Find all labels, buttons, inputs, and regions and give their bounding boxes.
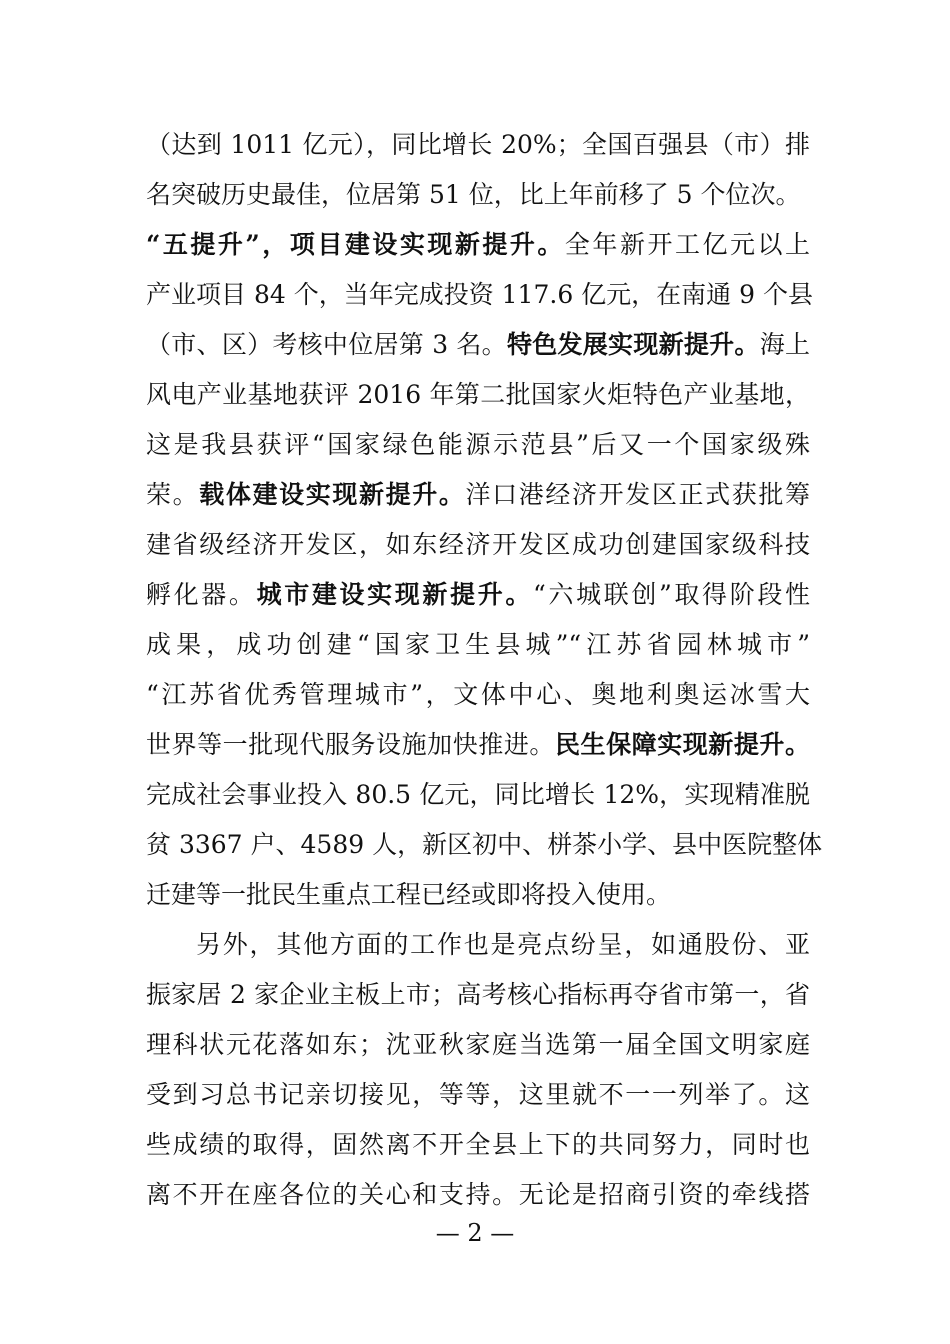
bold-heading: 载体建设实现新提升。: [199, 480, 466, 509]
text-line-16: [146, 870, 810, 920]
text-line-5: [146, 320, 810, 370]
text-span: 这是我县获评“国家绿色能源示范县”后又一个国家级殊: [146, 430, 810, 459]
text-span: （达到 1011 亿元），同比增长 20%；全国百强县（市）排: [146, 130, 810, 159]
text-line-7: [146, 420, 810, 470]
text-line-18: [146, 970, 810, 1020]
text-line-14: [146, 770, 810, 820]
page-number: — 2 —: [435, 1219, 515, 1247]
text-span: 孵化器。: [146, 580, 257, 609]
text-span: 理科状元花落如东；沈亚秋家庭当选第一届全国文明家庭: [146, 1030, 810, 1059]
text-line-19: [146, 1020, 810, 1070]
text-span: 迁建等一批民生重点工程已经或即将投入使用。: [146, 880, 672, 909]
text-span: 振家居 2 家企业主板上市；高考核心指标再夺省市第一，省: [146, 980, 810, 1009]
text-span: 完成社会事业投入 80.5 亿元，同比增长 12%，实现精准脱: [146, 780, 810, 809]
text-span: 些成绩的取得，固然离不开全县上下的共同努力，同时也: [146, 1130, 810, 1159]
text-span: （市、区）考核中位居第 3 名。: [146, 330, 507, 359]
bold-heading: 特色发展实现新提升。: [506, 330, 760, 359]
text-span: 产业项目 84 个，当年完成投资 117.6 亿元，在南通 9 个县: [146, 280, 813, 309]
text-line-15: [146, 820, 823, 870]
text-span: 全年新开工亿元以上: [564, 230, 810, 259]
text-line-9: [146, 520, 810, 570]
text-line-21: [146, 1120, 810, 1170]
text-line-13: [146, 720, 810, 770]
text-span: 海上: [759, 330, 810, 359]
text-span: 受到习总书记亲切接见，等等，这里就不一一列举了。这: [146, 1080, 810, 1109]
text-line-1: [146, 120, 810, 170]
text-span: 建省级经济开发区，如东经济开发区成功创建国家级科技: [146, 530, 810, 559]
text-line-3: [146, 220, 810, 270]
bold-heading: “五提升”，项目建设实现新提升。: [146, 230, 565, 259]
body-text: [146, 120, 823, 1220]
text-line-11: [146, 620, 810, 670]
text-line-6: [146, 370, 810, 420]
text-span: “江苏省优秀管理城市”，文体中心、奥地利奥运冰雪大: [146, 680, 810, 709]
text-span: 贫 3367 户、4589 人，新区初中、栟茶小学、县中医院整体: [146, 830, 823, 859]
text-line-2: [146, 170, 810, 220]
text-line-12: [146, 670, 810, 720]
bold-heading: 城市建设实现新提升。: [256, 580, 533, 609]
text-span: 世界等一批现代服务设施加快推进。: [146, 730, 555, 759]
text-line-8: [146, 470, 810, 520]
text-line-20: [146, 1070, 810, 1120]
text-span: “六城联创”取得阶段性: [533, 580, 810, 609]
text-span: 名突破历史最佳，位居第 51 位，比上年前移了 5 个位次。: [146, 180, 801, 209]
text-line-10: [146, 570, 810, 620]
text-span: 另外，其他方面的工作也是亮点纷呈，如通股份、亚: [196, 930, 810, 959]
bold-heading: 民生保障实现新提升。: [554, 730, 810, 759]
text-line-4: [146, 270, 813, 320]
text-span: 离不开在座各位的关心和支持。无论是招商引资的牵线搭: [146, 1180, 810, 1209]
text-span: 成果，成功创建“国家卫生县城”“江苏省园林城市”: [146, 630, 810, 659]
text-span: 风电产业基地获评 2016 年第二批国家火炬特色产业基地，: [146, 380, 810, 409]
text-line-17: [146, 920, 810, 970]
text-span: 荣。: [146, 480, 200, 509]
text-span: 洋口港经济开发区正式获批筹: [465, 480, 810, 509]
text-line-22: [146, 1170, 810, 1220]
